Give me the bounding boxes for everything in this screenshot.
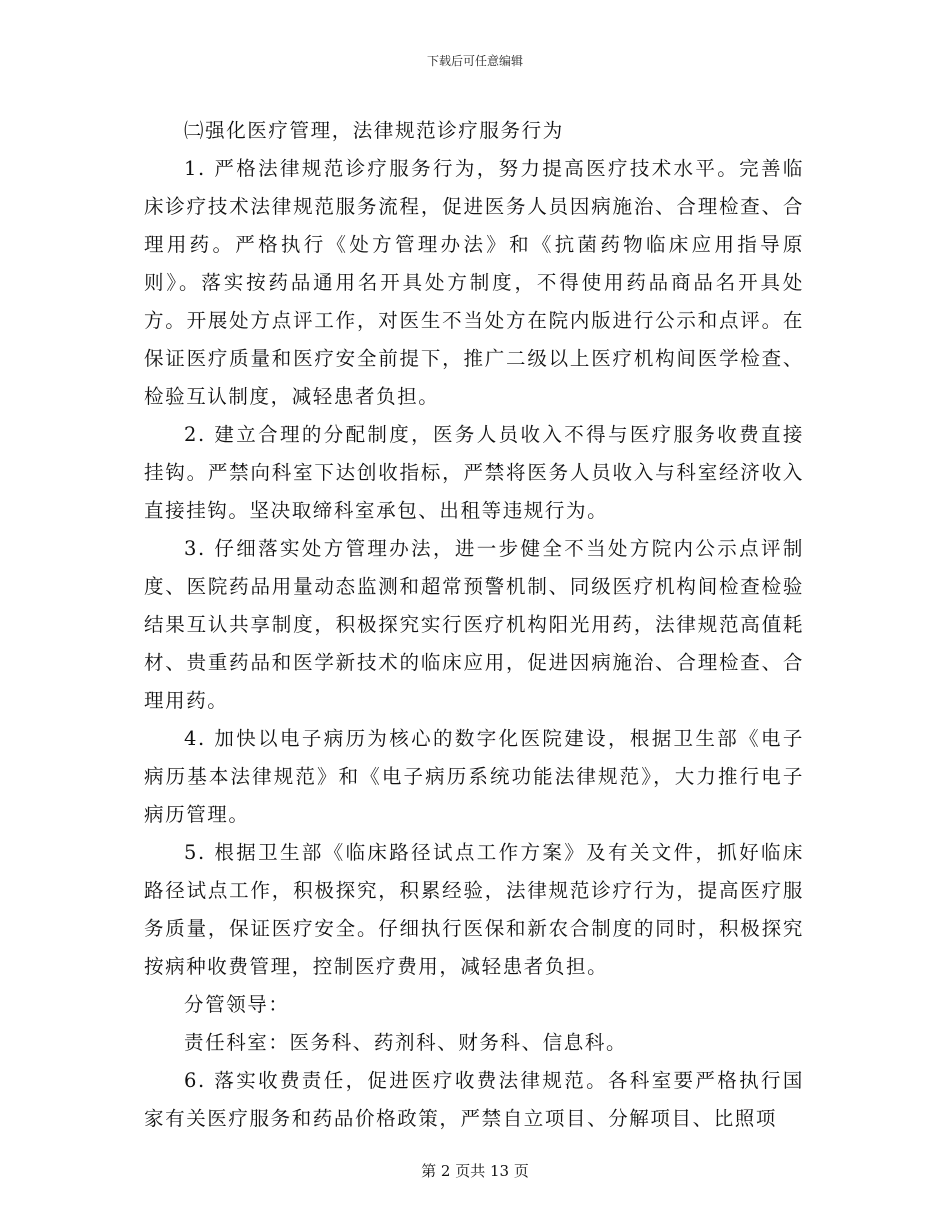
paragraph-item-4: 4. 加快以电子病历为核心的数字化医院建设，根据卫生部《电子病历基本法律规范》和《电子病历系统功能法律规范》，大力推行电子病历管理。: [144, 727, 804, 826]
paragraph-item-1: 1. 严格法律规范诊疗服务行为，努力提高医疗技术水平。完善临床诊疗技术法律规范服务流程，促进医务人员因病施治、合理检查、合理用药。严格执行《处方管理办法》和《抗菌药物临床应用指导原则》。落实按药品通用名开具处方制度，不得使用药品商品名开具处方。开展处方点评工作，对医生不当处方在院内版进行公示和点评。在保证医疗质量和医疗安全前提下，推广二级以上医疗机构间医学检查、检验互认制度，减轻患者负担。: [144, 157, 804, 408]
page-header: 下载后可任意编辑: [426, 54, 523, 68]
paragraph-item-5: 5. 根据卫生部《临床路径试点工作方案》及有关文件，抓好临床路径试点工作，积极探究，积累经验，法律规范诊疗行为，提高医疗服务质量，保证医疗安全。仔细执行医保和新农合制度的同时，积极探究按病种收费管理，控制医疗费用，减轻患者负担。: [144, 841, 804, 978]
paragraph-item-3: 3. 仔细落实处方管理办法，进一步健全不当处方院内公示点评制度、医院药品用量动态监测和超常预警机制、同级医疗机构间检查检验结果互认共享制度，积极探究实行医疗机构阳光用药，法律规范高值耗材、贵重药品和医学新技术的临床应用，促进因病施治、合理检查、合理用药。: [144, 537, 804, 712]
paragraph-item-2: 2. 建立合理的分配制度，医务人员收入不得与医疗服务收费直接挂钩。严禁向科室下达创收指标，严禁将医务人员收入与科室经济收入直接挂钩。坚决取缔科室承包、出租等违规行为。: [144, 423, 804, 522]
leader-line: 分管领导：: [184, 993, 290, 1016]
document-body: [144, 112, 804, 1138]
paragraph-item-6: 6. 落实收费责任，促进医疗收费法律规范。各科室要严格执行国家有关医疗服务和药品价格政策，严禁自立项目、分解项目、比照项: [144, 1069, 804, 1130]
responsible-dept-line: 责任科室：医务科、药剂科、财务科、信息科。: [184, 1031, 628, 1054]
page-footer: 第 2 页共 13 页: [421, 1162, 529, 1180]
section-heading: ㈡强化医疗管理，法律规范诊疗服务行为: [184, 119, 564, 142]
